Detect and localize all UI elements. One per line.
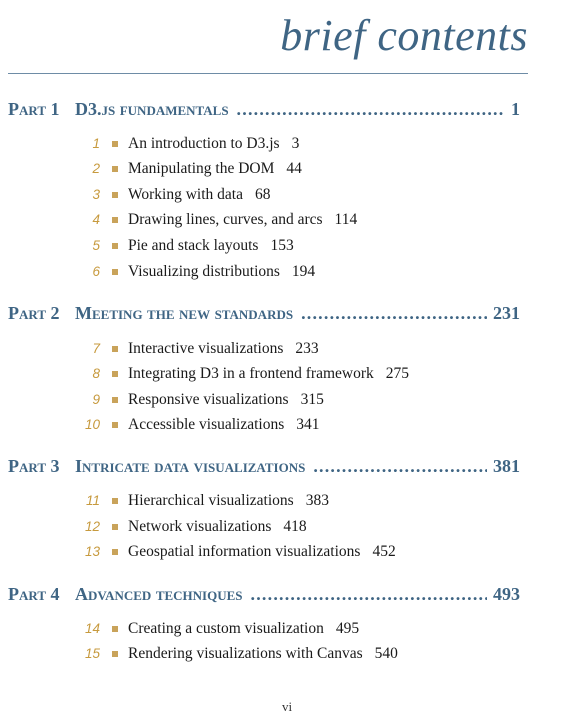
chapter-title: Working with data <box>128 186 243 203</box>
chapter-item-1[interactable] <box>76 134 299 154</box>
square-bullet-icon <box>112 141 118 147</box>
chapter-page: 233 <box>295 340 319 357</box>
part-title: Intricate data visualizations <box>75 456 306 476</box>
part-heading-1[interactable] <box>8 98 520 120</box>
dot-leader <box>237 98 505 120</box>
chapter-item-12[interactable] <box>76 517 307 537</box>
square-bullet-icon <box>112 397 118 403</box>
square-bullet-icon <box>112 192 118 198</box>
square-bullet-icon <box>112 498 118 504</box>
chapter-page: 44 <box>286 160 302 177</box>
square-bullet-icon <box>112 269 118 275</box>
page-folio: vi <box>281 699 293 714</box>
chapter-number: 3 <box>92 187 100 202</box>
chapter-number: 10 <box>84 417 100 432</box>
square-bullet-icon <box>112 626 118 632</box>
part-label: Part 1 <box>8 99 60 119</box>
part-label: Part 3 <box>8 456 60 476</box>
chapter-item-2[interactable] <box>76 159 302 179</box>
chapter-title: An introduction to D3.js <box>128 135 280 152</box>
chapter-number: 13 <box>84 544 100 559</box>
chapter-page: 495 <box>335 620 360 637</box>
square-bullet-icon <box>112 166 118 172</box>
square-bullet-icon <box>112 549 118 555</box>
part-page: 381 <box>493 456 520 476</box>
chapter-item-6[interactable] <box>76 262 315 282</box>
chapter-page: 383 <box>305 492 329 509</box>
part-page: 493 <box>493 584 520 604</box>
chapter-number: 2 <box>92 161 100 176</box>
square-bullet-icon <box>112 217 118 223</box>
chapter-number: 7 <box>92 341 100 356</box>
chapter-number: 8 <box>92 366 100 381</box>
chapter-page: 3 <box>291 135 300 152</box>
square-bullet-icon <box>112 422 118 428</box>
chapter-title: Integrating D3 in a frontend framework <box>128 365 374 382</box>
chapter-number: 1 <box>92 136 100 151</box>
chapter-title: Pie and stack layouts <box>128 237 259 254</box>
chapter-number: 14 <box>84 621 100 636</box>
chapter-page: 114 <box>334 211 358 228</box>
page-title: brief contents <box>280 11 528 60</box>
chapter-title: Responsive visualizations <box>128 391 289 408</box>
part-title: Advanced techniques <box>75 584 243 604</box>
chapter-number: 15 <box>84 646 100 661</box>
chapter-number: 6 <box>92 264 100 279</box>
chapter-title: Drawing lines, curves, and arcs <box>128 211 323 228</box>
chapter-page: 418 <box>283 518 307 535</box>
chapter-title: Geospatial information visualizations <box>128 543 361 560</box>
chapter-title: Visualizing distributions <box>128 263 280 280</box>
part-heading-3[interactable] <box>8 455 520 477</box>
chapter-page: 452 <box>372 543 396 560</box>
chapter-page: 275 <box>385 365 410 382</box>
chapter-number: 4 <box>92 212 100 227</box>
chapter-title: Network visualizations <box>128 518 272 535</box>
chapter-item-8[interactable] <box>76 364 409 384</box>
chapter-item-14[interactable] <box>76 619 359 639</box>
chapter-item-5[interactable] <box>76 236 294 256</box>
dot-leader <box>251 583 487 605</box>
square-bullet-icon <box>112 243 118 249</box>
chapter-item-4[interactable] <box>76 210 357 230</box>
chapter-number: 5 <box>92 238 100 253</box>
part-title: D3.js fundamentals <box>75 99 229 119</box>
square-bullet-icon <box>112 371 118 377</box>
chapter-title: Creating a custom visualization <box>128 620 324 637</box>
dot-leader <box>313 455 487 477</box>
square-bullet-icon <box>112 651 118 657</box>
square-bullet-icon <box>112 524 118 530</box>
chapter-number: 12 <box>84 519 100 534</box>
chapter-number: 9 <box>92 392 100 407</box>
chapter-page: 153 <box>270 237 294 254</box>
part-label: Part 4 <box>8 584 60 604</box>
chapter-item-3[interactable] <box>76 185 270 205</box>
chapter-item-10[interactable] <box>76 415 320 435</box>
part-title: Meeting the new standards <box>75 303 294 323</box>
chapter-page: 540 <box>374 645 398 662</box>
chapter-page: 68 <box>254 186 271 203</box>
part-page: 1 <box>511 99 520 119</box>
chapter-item-13[interactable] <box>76 542 396 562</box>
title-rule <box>8 73 528 74</box>
chapter-title: Manipulating the DOM <box>128 160 275 177</box>
chapter-item-11[interactable] <box>76 491 329 511</box>
part-label: Part 2 <box>8 303 60 323</box>
chapter-title: Hierarchical visualizations <box>128 492 294 509</box>
chapter-page: 194 <box>291 263 316 280</box>
chapter-item-9[interactable] <box>76 390 324 410</box>
chapter-title: Interactive visualizations <box>128 340 284 357</box>
chapter-number: 11 <box>85 493 100 508</box>
part-page: 231 <box>493 303 520 323</box>
chapter-page: 315 <box>300 391 324 408</box>
chapter-page: 341 <box>296 416 320 433</box>
chapter-title: Rendering visualizations with Canvas <box>128 645 363 662</box>
chapter-title: Accessible visualizations <box>128 416 285 433</box>
chapter-item-15[interactable] <box>76 644 398 664</box>
part-heading-4[interactable] <box>8 583 520 605</box>
part-heading-2[interactable] <box>8 302 520 324</box>
square-bullet-icon <box>112 346 118 352</box>
dot-leader <box>301 302 487 324</box>
chapter-item-7[interactable] <box>76 339 319 359</box>
